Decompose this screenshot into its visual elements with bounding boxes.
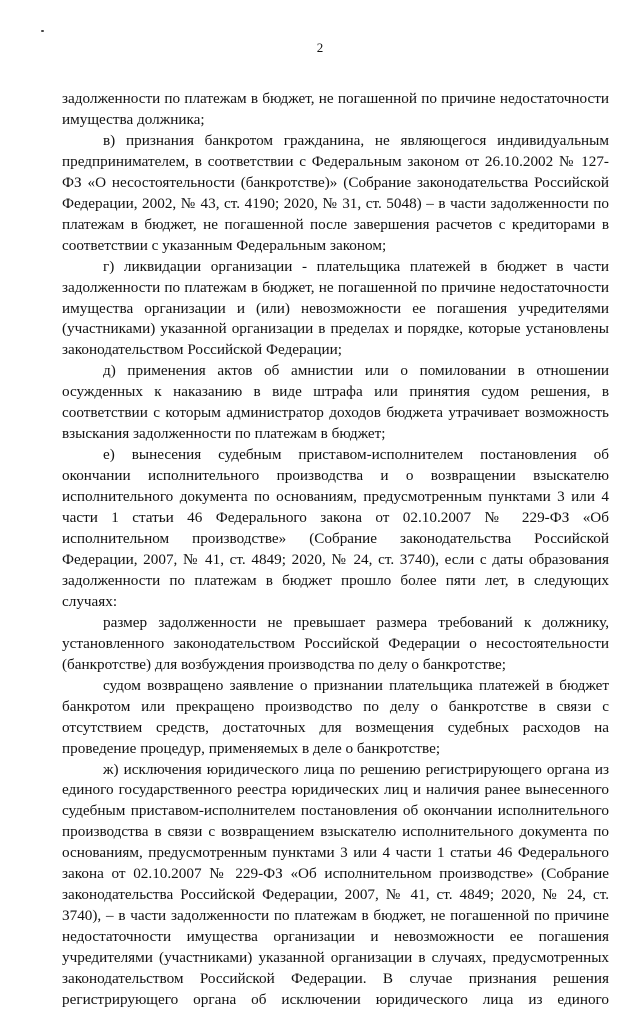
paragraph-item-d: д) применения актов об амнистии или о помиловании в отношении осужденных к наказанию в виде штрафа или принятия судом решения, в соответствии с которым администратор доходов бюджета утрачивает возможность взыскания задолженности по платежам в бюджет;: [62, 362, 609, 443]
scan-artifact: [41, 30, 44, 32]
paragraph-item-g: г) ликвидации организации - плательщика платежей в бюджет в части задолженности по платежам в бюджет, не погашенной по причине недостаточности имущества организации и (или) невозможности ее погашения учредителями (участниками) указанной организации в пределах и порядке, которые установлены законодательством Российской Федерации;: [62, 257, 609, 359]
paragraph-case-court-return: судом возвращено заявление о признании плательщика платежей в бюджет банкротом или прекращено производство по делу о банкротстве в связи с отсутствием средств, достаточных для возмещения судебных расходов на проведение процедур, применяемых в деле о банкротстве;: [62, 676, 609, 757]
document-body: [62, 89, 609, 1011]
paragraph-item-v: в) признания банкротом гражданина, не являющегося индивидуальным предпринимателем, в соответствии с Федеральным законом от 26.10.2002 № 127-ФЗ «О несостоятельности (банкротстве)» (Собрание законодательства Российской Федерации, 2002, № 43, ст. 4190; 2020, № 31, ст. 5048) – в части задолженности по платежам в бюджет, не погашенной после завершения расчетов с кредиторами в соответствии с указанным Федеральным законом;: [62, 131, 609, 254]
paragraph-item-e: е) вынесения судебным приставом-исполнителем постановления об окончании исполнительного производства и о возвращении взыскателю исполнительного документа по основаниям, предусмотренным пунктами 3 или 4 части 1 статьи 46 Федерального закона от 02.10.2007 № 229-ФЗ «Об исполнительном производстве» (Собрание законодательства Российской Федерации, 2007, № 41, ст. 4849; 2020, № 24, ст. 3740), если с даты образования задолженности по платежам в бюджет прошло более пяти лет, в следующих случаях:: [62, 446, 609, 610]
paragraph-case-debt-size: размер задолженности не превышает размера требований к должнику, установленного законодательством Российской Федерации о несостоятельности (банкротстве) для возбуждения производства по делу о банкротстве;: [62, 613, 609, 673]
paragraph-continuation: задолженности по платежам в бюджет, не погашенной по причине недостаточности имущества должника;: [62, 90, 609, 128]
paragraph-item-zh: ж) исключения юридического лица по решению регистрирующего органа из единого государственного реестра юридических лиц и наличия ранее вынесенного судебным приставом-исполнителем постановления об окончании исполнительного производства в связи с возвращением взыскателю исполнительного документа по основаниям, предусмотренным пунктами 3 или 4 части 1 статьи 46 Федерального закона от 02.10.2007 № 229-ФЗ «Об исполнительном производстве» (Собрание законодательства Российской Федерации, 2007, № 41, ст. 4849; 2020, № 24, ст. 3740), – в части задолженности по платежам в бюджет, не погашенной по причине недостаточности имущества организации и невозможности ее погашения учредителями (участниками) указанной организации в случаях, предусмотренных законодательством Российской Федерации. В случае признания решения регистрирующего органа об исключении юридического лица из единого: [62, 760, 609, 1008]
page-number: 2: [316, 40, 324, 55]
